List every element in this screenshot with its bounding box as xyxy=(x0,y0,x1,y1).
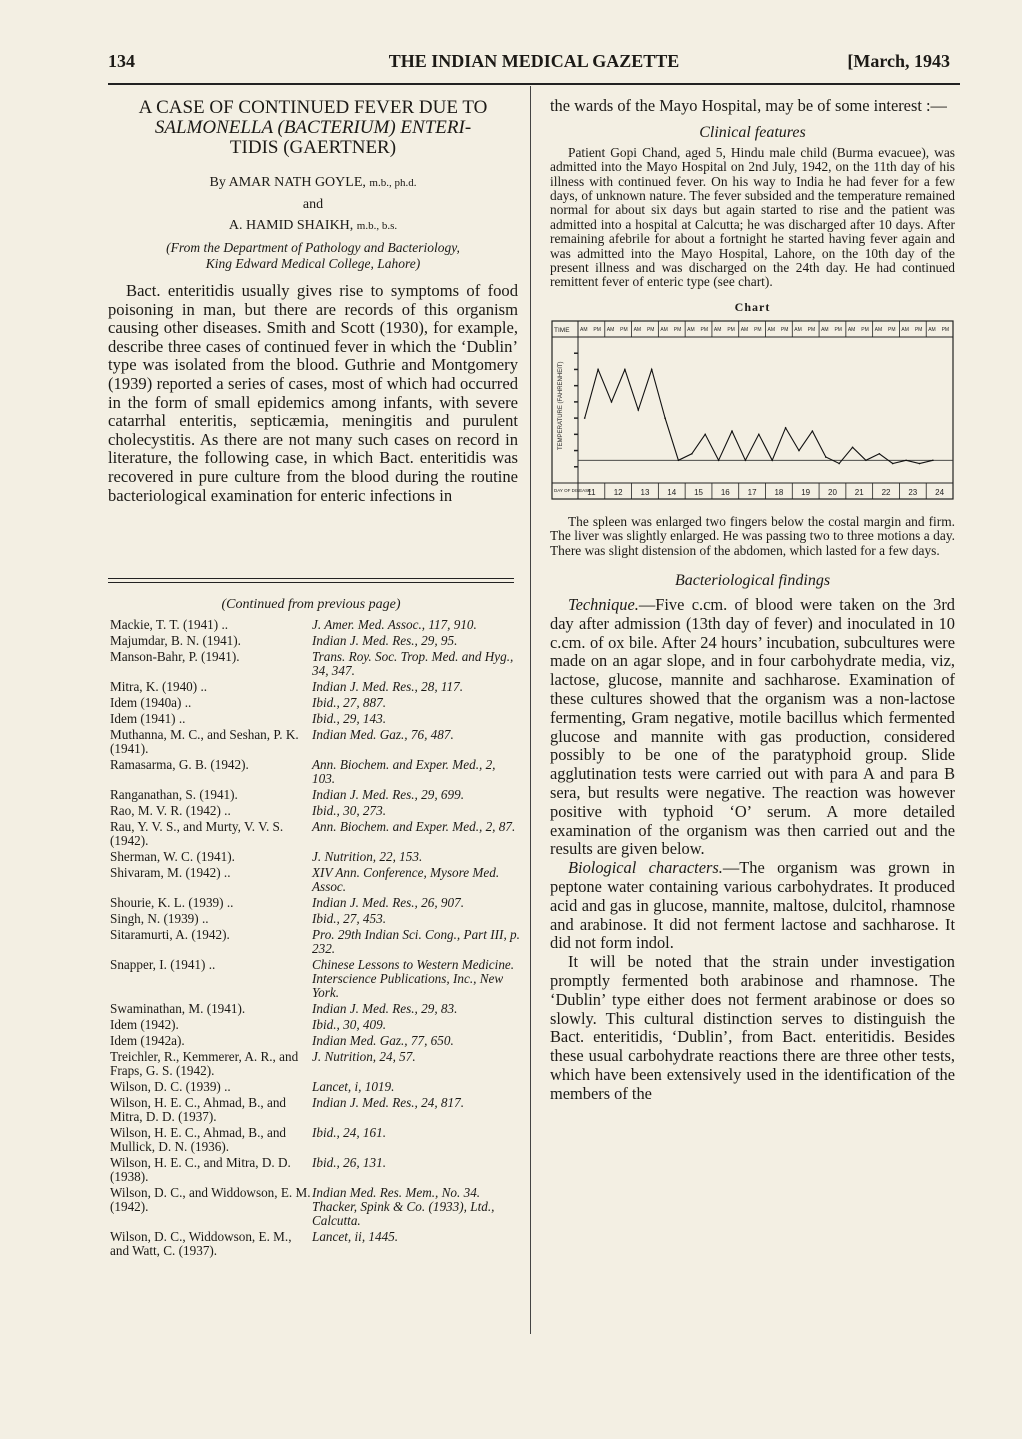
temperature-point xyxy=(637,409,639,411)
reference-item xyxy=(110,804,520,818)
reference-item xyxy=(110,634,520,648)
title-line-2: SALMONELLA (BACTERIUM) ENTERI- xyxy=(154,117,472,138)
reference-author: Majumdar, B. N. (1941). xyxy=(110,633,241,648)
time-tick-label: PM xyxy=(646,326,655,333)
clinical-text: Patient Gopi Chand, aged 5, Hindu male child (Burma evacuee), was admitted into the Mayo Hospital on 2nd July, 1942, on the 11th day of his illness with continued fever. On his way to India he had fever for a few days, of unknown nature. The fever subsided and the temperature remained normal for about six days but again started to rise and the patient was admitted into a hospital at Calcutta; he was discharged after 10 days. After remaining afebrile for about a fortnight he started having fever again and was admitted into the Mayo Hospital, Lahore, on the 10th day of the present illness and was discharged on the 24th day. He had continued remittent fever of enteric type (see chart). xyxy=(550,144,955,290)
title-line-1: A CASE OF CONTINUED FEVER DUE TO xyxy=(138,97,488,118)
temperature-point xyxy=(905,459,907,461)
time-tick-label: AM xyxy=(901,326,909,333)
time-tick-label: PM xyxy=(807,326,816,333)
reference-citation: Chinese Lessons to Western Medicine. Interscience Publications, Inc., New York. xyxy=(312,957,515,1000)
time-tick-label: AM xyxy=(580,326,588,333)
reference-citation: Lancet, ii, 1445. xyxy=(312,1229,399,1244)
day-tick-label: 24 xyxy=(935,487,945,497)
author-2-degrees: m.b., b.s. xyxy=(356,220,398,232)
temperature-point xyxy=(584,417,586,419)
day-tick-label: 12 xyxy=(613,487,623,497)
temperature-point xyxy=(597,369,599,371)
temperature-line xyxy=(585,369,933,463)
time-tick-label: AM xyxy=(794,326,802,333)
time-tick-label: AM xyxy=(660,326,668,333)
spleen-text: The spleen was enlarged two fingers below the costal margin and firm. The liver was slightly enlarged. He was passing two to three motions a day. There was slight distension of the abdomen, which lasted for a few days. xyxy=(550,513,955,558)
reference-author: Sitaramurti, A. (1942). xyxy=(110,927,230,942)
biological-text: —The organism was grown in peptone water containing various carbohydrates. It produced acid and gas in glucose, mannite, maltose, dulcitol, rhamnose and arabinose. It did not ferment lactose and sachharose. It did not form indol. xyxy=(550,858,955,953)
spleen-paragraph xyxy=(550,515,955,558)
reference-item xyxy=(110,788,520,802)
bacteriological-heading: Bacteriological findings xyxy=(674,572,831,590)
technique-text: —Five c.cm. of blood were taken on the 3rd day after admission (13th day of fever) and inoculated in 10 c.cm. of ox bile. After 24 hours’ incubation, subcultures were made on an agar slope, and in four carbohydrate media, viz, lactose, glucose, mannite and sachharose. Examination of these cultures showed that the organism was a non-lactose fermenting, Gram negative, motile bacillus which fermented glucose and mannite with gas production, considered possibly to be one of the paratyphoid group. Slide agglutination tests were carried out with para A and para B sera, but results were negative. The reaction was however positive with typhoid ‘O’ serum. A more detailed examination of the organism was then carried out and the results are given below. xyxy=(550,595,955,859)
temperature-point xyxy=(798,450,800,452)
reference-author: Snapper, I. (1941) .. xyxy=(110,957,216,972)
temperature-point xyxy=(678,459,680,461)
time-tick-label: AM xyxy=(633,326,642,333)
final-text: It will be noted that the strain under investigation promptly fermented both arabinose and rhamnose. The ‘Dublin’ type either does not ferment arabinose or does so slowly. This cultural distinction serves to distinguish the Bact. enteritidis, ‘Dublin’, from Bact. enteritidis. Besides these usual carbohydrate reactions there are three other tests, which have been extensively used in the identification of the members of the xyxy=(550,952,955,1103)
clinical-features-heading: Clinical features xyxy=(699,123,806,141)
reference-author: Idem (1940a) .. xyxy=(110,695,192,710)
reference-item xyxy=(110,850,520,864)
continuation-paragraph xyxy=(550,97,955,116)
day-tick-label: 17 xyxy=(747,487,757,497)
reference-author: Wilson, D. C., Widdowson, E. M., and Watt, C. (1937). xyxy=(110,1229,292,1258)
time-tick-label: PM xyxy=(834,326,842,333)
issue-date: [March, 1943 xyxy=(847,51,950,71)
reference-item xyxy=(110,820,520,848)
header-rule xyxy=(108,83,960,85)
day-tick-label: 21 xyxy=(854,487,864,497)
reference-author: Wilson, D. C. (1939) .. xyxy=(110,1079,231,1094)
reference-author: Ramasarma, G. B. (1942). xyxy=(110,757,249,772)
reference-item xyxy=(110,1050,520,1078)
time-tick-label: AM xyxy=(687,326,695,333)
reference-item xyxy=(110,1186,520,1228)
reference-citation: Ibid., 24, 161. xyxy=(312,1125,386,1140)
title-line-3: TIDIS (GAERTNER) xyxy=(229,137,397,158)
continuation-text: the wards of the Mayo Hospital, may be of some interest :— xyxy=(550,96,947,115)
reference-item xyxy=(110,618,520,632)
temperature-point xyxy=(745,459,747,461)
article-right-column xyxy=(550,97,955,1104)
y-axis-label: TEMPERATURE (FAHRENHEIT) xyxy=(558,361,564,450)
time-tick-label: PM xyxy=(754,326,762,333)
temperature-point xyxy=(758,433,760,435)
day-tick-label: 19 xyxy=(801,487,811,497)
reference-item xyxy=(110,696,520,710)
reference-item xyxy=(110,650,520,678)
reference-citation: J. Nutrition, 24, 57. xyxy=(312,1049,416,1064)
reference-citation: Indian J. Med. Res., 24, 817. xyxy=(312,1095,464,1110)
temperature-point xyxy=(892,463,894,465)
temperature-point xyxy=(932,459,934,461)
day-tick-label: 20 xyxy=(828,487,837,497)
time-tick-label: PM xyxy=(780,326,789,333)
time-tick-label: PM xyxy=(673,326,682,333)
day-tick-label: 16 xyxy=(720,487,730,497)
reference-citation: XIV Ann. Conference, Mysore Med. Assoc. xyxy=(312,865,500,894)
time-tick-label: AM xyxy=(928,326,936,333)
reference-citation: Trans. Roy. Soc. Trop. Med. and Hyg., 34, 347. xyxy=(312,649,514,678)
reference-author: Wilson, H. E. C., Ahmad, B., and Mullick, D. N. (1936). xyxy=(110,1125,287,1154)
day-tick-label: 11 xyxy=(587,487,596,497)
reference-author: Shourie, K. L. (1939) .. xyxy=(110,895,234,910)
temperature-point xyxy=(651,369,653,371)
running-header xyxy=(108,51,960,81)
reference-author: Mitra, K. (1940) .. xyxy=(110,679,208,694)
reference-item xyxy=(110,1126,520,1154)
author-1: By AMAR NATH GOYLE, xyxy=(209,175,366,190)
reference-author: Manson-Bahr, P. (1941). xyxy=(110,649,240,664)
time-tick-label: AM xyxy=(821,326,829,333)
reference-list xyxy=(110,618,520,1260)
reference-item xyxy=(110,758,520,786)
time-label: TIME xyxy=(554,326,570,334)
temperature-point xyxy=(731,430,733,432)
temperature-point xyxy=(865,459,867,461)
reference-citation: Indian Med. Gaz., 77, 650. xyxy=(312,1033,454,1048)
temperature-point xyxy=(771,459,773,461)
temperature-point xyxy=(825,456,827,458)
reference-citation: Indian Med. Gaz., 76, 487. xyxy=(312,727,454,742)
temperature-point xyxy=(624,369,626,371)
reference-author: Wilson, D. C., and Widdowson, E. M. (1942). xyxy=(110,1185,311,1214)
day-tick-label: 22 xyxy=(881,487,891,497)
chart-frame xyxy=(552,321,953,499)
reference-item xyxy=(110,1156,520,1184)
day-tick-label: 13 xyxy=(640,487,650,497)
reference-author: Idem (1942a). xyxy=(110,1033,185,1048)
clinical-paragraph xyxy=(550,146,955,290)
section-double-rule xyxy=(108,578,514,583)
time-tick-label: AM xyxy=(713,326,722,333)
temperature-point xyxy=(691,453,693,455)
reference-item xyxy=(110,728,520,756)
reference-citation: Indian J. Med. Res., 26, 907. xyxy=(312,895,464,910)
temperature-point xyxy=(785,427,787,429)
temperature-point xyxy=(812,430,814,432)
reference-citation: Ibid., 26, 131. xyxy=(312,1155,386,1170)
temperature-point xyxy=(704,433,706,435)
page-number: 134 xyxy=(108,51,135,71)
reference-citation: Lancet, i, 1019. xyxy=(312,1079,395,1094)
reference-author: Treichler, R., Kemmerer, A. R., and Fraps, G. S. (1942). xyxy=(110,1049,299,1078)
affiliation xyxy=(108,240,518,272)
byline xyxy=(108,172,518,237)
bacteriological-section xyxy=(550,596,955,1104)
reference-citation: Ibid., 27, 887. xyxy=(312,695,386,710)
time-tick-label: PM xyxy=(914,326,923,333)
reference-citation: Ibid., 29, 143. xyxy=(312,711,386,726)
time-tick-label: AM xyxy=(767,326,775,333)
biological-label: Biological characters. xyxy=(568,858,723,878)
time-tick-label: PM xyxy=(620,326,628,333)
day-tick-label: 23 xyxy=(908,487,918,497)
reference-item xyxy=(110,1080,520,1094)
time-tick-label: PM xyxy=(888,326,896,333)
reference-citation: Indian J. Med. Res., 29, 95. xyxy=(312,633,458,648)
technique-label: Technique. xyxy=(568,595,639,615)
reference-citation: Ann. Biochem. and Exper. Med., 2, 87. xyxy=(312,819,516,834)
reference-author: Sherman, W. C. (1941). xyxy=(110,849,235,864)
time-tick-label: AM xyxy=(847,326,856,333)
intro-text: Bact. enteritidis usually gives rise to symptoms of food poisoning in man, but there are records of this organism causing other diseases. Smith and Scott (1930), for example, describe three cases of continued fever in which the ‘Dublin’ type was isolated from the blood. Guthrie and Montgomery (1939) reported a series of cases, most of which had occurred in the form of small epidemics among infants, with severe catarrhal enteritis, septicæmia, meningitis and purulent cholecystitis. As there are not many such cases on record in literature, the following case, in which Bact. enteritidis was recovered in pure culture from the blood during the routine bacteriological examination for enteric infections in xyxy=(108,281,518,505)
reference-citation: Indian Med. Res. Mem., No. 34. Thacker, Spink & Co. (1933), Ltd., Calcutta. xyxy=(312,1185,495,1228)
intro-paragraph xyxy=(108,282,518,505)
chart-title: Chart xyxy=(734,299,771,314)
time-tick-label: PM xyxy=(700,326,709,333)
temperature-point xyxy=(838,463,840,465)
reference-author: Wilson, H. E. C., Ahmad, B., and Mitra, D. D. (1937). xyxy=(110,1095,287,1124)
references-heading: (Continued from previous page) xyxy=(221,597,401,612)
reference-author: Mackie, T. T. (1941) .. xyxy=(110,617,229,632)
reference-citation: Ibid., 30, 273. xyxy=(312,803,386,818)
affiliation-line-1: (From the Department of Pathology and Bacteriology, xyxy=(166,240,460,255)
temperature-point xyxy=(611,401,613,403)
reference-item xyxy=(110,1230,520,1258)
reference-citation: Pro. 29th Indian Sci. Cong., Part III, p. 232. xyxy=(312,927,520,956)
day-label: DAY OF DISEASE xyxy=(554,487,592,493)
time-tick-label: AM xyxy=(740,326,749,333)
reference-citation: Ibid., 30, 409. xyxy=(312,1017,386,1032)
reference-item xyxy=(110,1018,520,1032)
day-tick-label: 15 xyxy=(694,487,703,497)
reference-author: Shivaram, M. (1942) .. xyxy=(110,865,231,880)
reference-item xyxy=(110,912,520,926)
journal-title: THE INDIAN MEDICAL GAZETTE xyxy=(388,51,680,71)
reference-author: Ranganathan, S. (1941). xyxy=(110,787,238,802)
temperature-point xyxy=(879,453,881,455)
reference-item xyxy=(110,866,520,894)
reference-item xyxy=(110,1002,520,1016)
reference-author: Muthanna, M. C., and Seshan, P. K. (1941). xyxy=(110,727,299,756)
reference-item xyxy=(110,896,520,910)
article-title xyxy=(108,98,518,158)
time-tick-label: PM xyxy=(861,326,869,333)
reference-citation: Ibid., 27, 453. xyxy=(312,911,386,926)
time-tick-label: AM xyxy=(606,326,615,333)
author-1-degrees: m.b., ph.d. xyxy=(369,177,417,189)
day-tick-label: 14 xyxy=(667,487,677,497)
day-tick-label: 18 xyxy=(774,487,784,497)
reference-item xyxy=(110,712,520,726)
time-tick-label: AM xyxy=(874,326,883,333)
reference-author: Idem (1941) .. xyxy=(110,711,186,726)
reference-citation: J. Amer. Med. Assoc., 117, 910. xyxy=(312,617,477,632)
column-divider xyxy=(530,86,531,1334)
reference-author: Rao, M. V. R. (1942) .. xyxy=(110,803,231,818)
reference-item xyxy=(110,1034,520,1048)
reference-item xyxy=(110,680,520,694)
affiliation-line-2: King Edward Medical College, Lahore) xyxy=(205,256,421,271)
reference-author: Singh, N. (1939) .. xyxy=(110,911,209,926)
temperature-point xyxy=(664,417,666,419)
reference-author: Rau, Y. V. S., and Murty, V. V. S. (1942). xyxy=(110,819,284,848)
time-tick-label: PM xyxy=(941,326,950,333)
reference-citation: Indian J. Med. Res., 29, 699. xyxy=(312,787,464,802)
reference-citation: Indian J. Med. Res., 28, 117. xyxy=(312,679,464,694)
reference-author: Idem (1942). xyxy=(110,1017,179,1032)
temperature-point xyxy=(852,446,854,448)
reference-citation: Indian J. Med. Res., 29, 83. xyxy=(312,1001,458,1016)
reference-author: Wilson, H. E. C., and Mitra, D. D. (1938). xyxy=(110,1155,291,1184)
reference-item xyxy=(110,928,520,956)
reference-author: Swaminathan, M. (1941). xyxy=(110,1001,246,1016)
time-tick-label: PM xyxy=(727,326,735,333)
author-2: A. HAMID SHAIKH, xyxy=(228,218,354,233)
temperature-point xyxy=(919,463,921,465)
temperature-point xyxy=(718,459,720,461)
reference-citation: J. Nutrition, 22, 153. xyxy=(312,849,423,864)
reference-item xyxy=(110,958,520,1000)
time-tick-label: PM xyxy=(593,326,601,333)
reference-item xyxy=(110,1096,520,1124)
article-left-column xyxy=(108,98,518,505)
temperature-chart xyxy=(550,319,955,501)
byline-and: and xyxy=(302,197,324,212)
reference-citation: Ann. Biochem. and Exper. Med., 2, 103. xyxy=(312,757,496,786)
